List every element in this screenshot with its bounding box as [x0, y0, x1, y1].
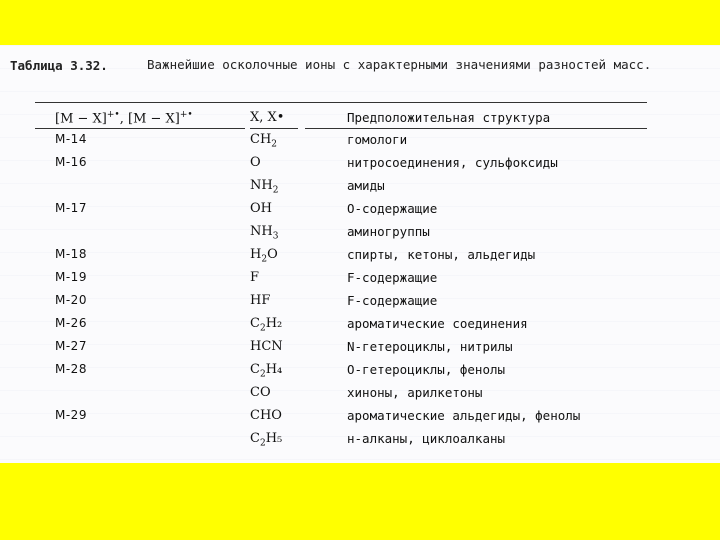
header-structure: Предположительная структура [347, 110, 551, 125]
cell-fragment-formula: HF [250, 293, 271, 308]
cell-structure: ароматические соединения [347, 316, 528, 331]
table-caption-label: Таблица 3.32. [10, 58, 108, 73]
cell-structure: N-гетероциклы, нитрилы [347, 339, 513, 354]
cell-fragment-formula: $C_2H_4$ [250, 362, 283, 380]
cell-structure: спирты, кетоны, альдегиды [347, 247, 536, 262]
cell-fragment-formula: $C_2H_5$ [250, 431, 283, 449]
header-fragment: X, X• [250, 110, 285, 125]
cell-mass-loss: M-20 [55, 293, 87, 307]
table-row [0, 224, 720, 247]
cell-fragment-formula: CO [250, 385, 271, 400]
cell-mass-loss: M-14 [55, 132, 87, 146]
header-ion-sup-a: +• [106, 110, 120, 120]
header-rule-3 [305, 128, 647, 129]
cell-structure: амиды [347, 178, 385, 193]
header-ion-sup-b: +• [179, 110, 193, 120]
cell-structure: гомологи [347, 132, 408, 147]
header-rule-2 [250, 128, 298, 129]
cell-structure: F-содержащие [347, 270, 438, 285]
table-row [0, 132, 720, 155]
header-ion-part-a: [M − X] [55, 111, 107, 127]
table-row [0, 339, 720, 362]
cell-structure: O-содержащие [347, 201, 438, 216]
table-row [0, 247, 720, 270]
cell-fragment-formula: O [250, 155, 261, 170]
cell-mass-loss: M-18 [55, 247, 87, 261]
table-row [0, 293, 720, 316]
cell-mass-loss: M-16 [55, 155, 87, 169]
cell-structure: ароматические альдегиды, фенолы [347, 408, 581, 423]
cell-fragment-formula: F [250, 270, 260, 285]
cell-structure: аминогруппы [347, 224, 430, 239]
cell-fragment-formula: CHO [250, 408, 282, 423]
table-row [0, 316, 720, 339]
table-row [0, 270, 720, 293]
table-row [0, 178, 720, 201]
cell-fragment-formula: $H_2O$ [250, 247, 278, 265]
table-row [0, 385, 720, 408]
table-row [0, 431, 720, 454]
cell-fragment-formula: OH [250, 201, 272, 216]
table-top-rule [35, 102, 647, 103]
header-rule-1 [35, 128, 245, 129]
cell-structure: O-гетероциклы, фенолы [347, 362, 506, 377]
cell-structure: н-алканы, циклоалканы [347, 431, 506, 446]
table-row [0, 201, 720, 224]
cell-fragment-formula: $NH_3$ [250, 224, 279, 242]
cell-mass-loss: M-26 [55, 316, 87, 330]
header-ion-part-b: , [M − X] [119, 111, 180, 127]
cell-mass-loss: M-29 [55, 408, 87, 422]
table-row [0, 155, 720, 178]
cell-structure: хиноны, арилкетоны [347, 385, 483, 400]
cell-mass-loss: M-17 [55, 201, 87, 215]
table-row [0, 362, 720, 385]
cell-fragment-formula: $CH_2$ [250, 132, 278, 150]
cell-mass-loss: M-19 [55, 270, 87, 284]
cell-fragment-formula: $NH_2$ [250, 178, 279, 196]
cell-structure: F-содержащие [347, 293, 438, 308]
cell-fragment-formula: $C_2H_2$ [250, 316, 283, 334]
header-ion [55, 110, 193, 126]
cell-mass-loss: M-28 [55, 362, 87, 376]
table-caption-text: Важнейшие осколочные ионы с характерными значениями разностей масс. [147, 57, 652, 72]
cell-fragment-formula: HCN [250, 339, 283, 354]
table-row [0, 408, 720, 431]
cell-structure: нитросоединения, сульфоксиды [347, 155, 558, 170]
cell-mass-loss: M-27 [55, 339, 87, 353]
